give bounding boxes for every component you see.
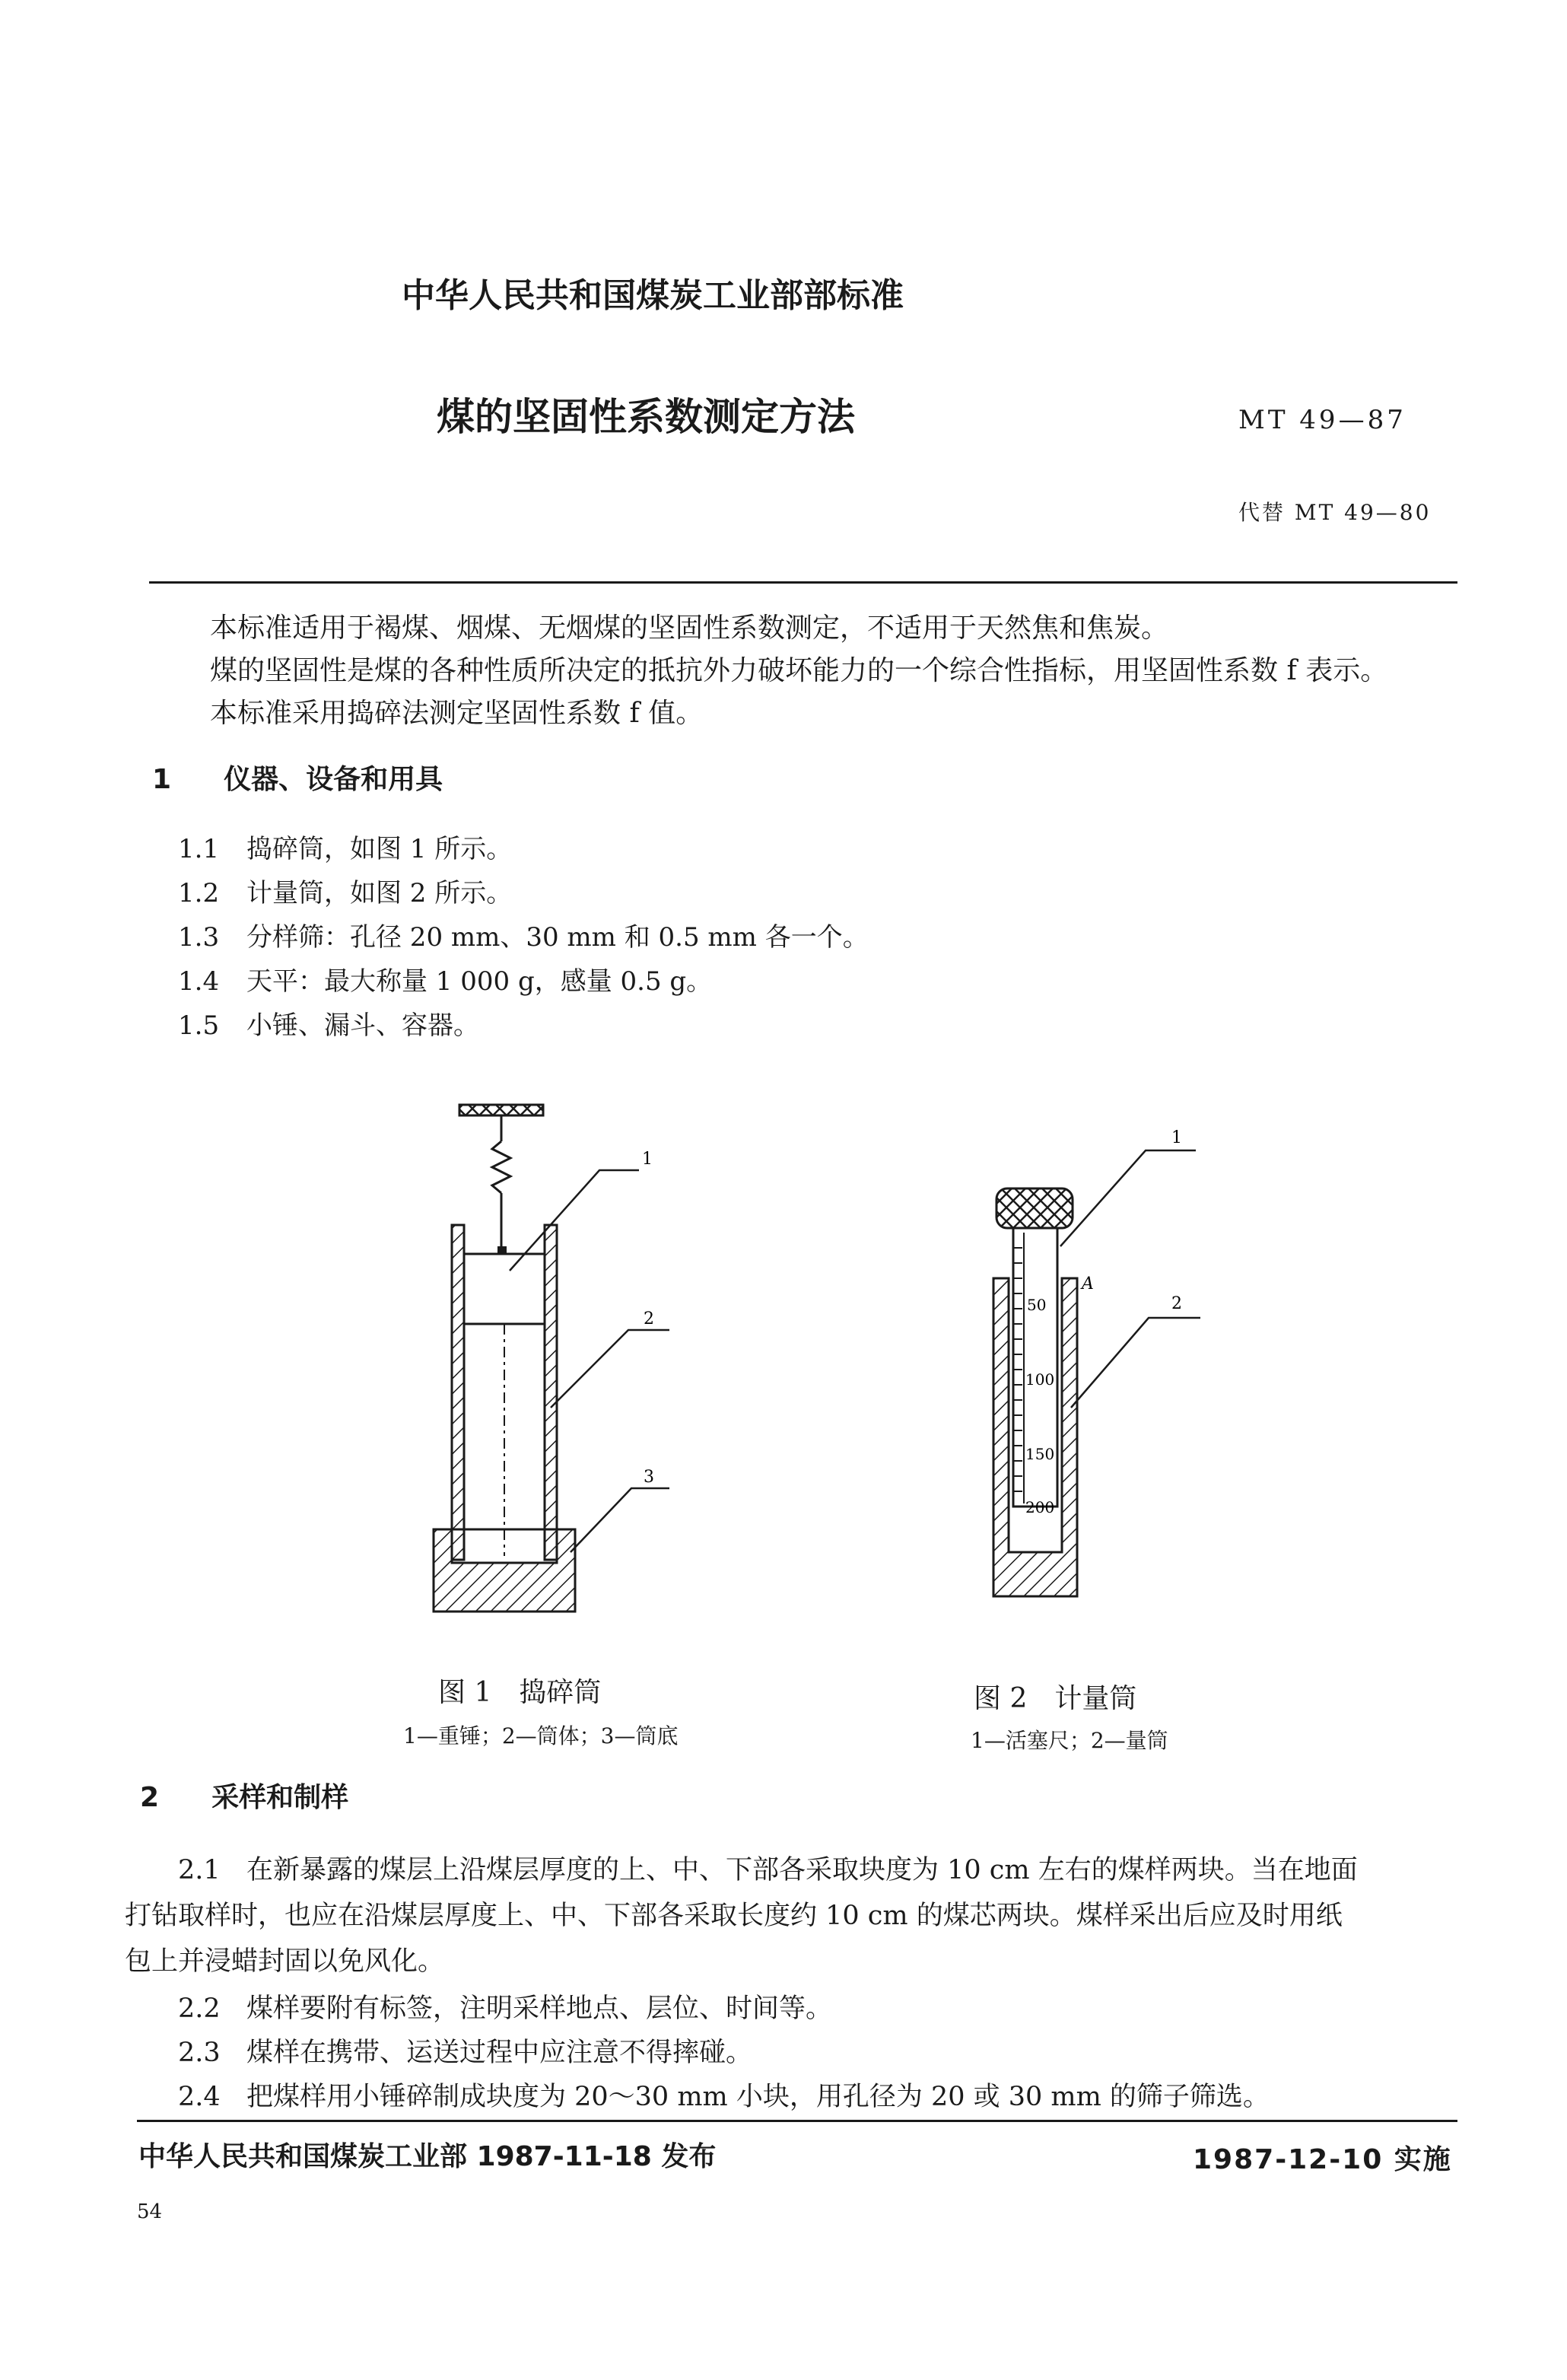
replaces-note: 代替 MT 49—80 (1238, 500, 1432, 525)
item-line: 打钻取样时，也应在沿煤层厚度上、中、下部各采取长度约 10 cm 的煤芯两块。煤样采出后应及时用纸 (125, 1901, 1343, 1931)
callout-1: 1 (1171, 1128, 1182, 1147)
list-item (178, 960, 712, 998)
intro-paragraph-1: 本标准适用于褐煤、烟煤、无烟煤的坚固性系数测定，不适用于天然焦和焦炭。 (210, 612, 1169, 644)
handle (459, 1105, 543, 1115)
spring (492, 1141, 510, 1193)
item-line: 包上并浸蜡封固以免风化。 (125, 1946, 445, 1977)
figure-2-diagram (958, 1118, 1232, 1605)
item-number: 1.4 (178, 966, 220, 997)
section-1-heading (152, 758, 443, 797)
piston-rod (1013, 1228, 1057, 1507)
item-line: 在新暴露的煤层上沿煤层厚度的上、中、下部各采取块度为 10 cm 左右的煤样两块。当在地面 (246, 1855, 1358, 1885)
item-text: 把煤样用小锤碎制成块度为 20～30 mm 小块，用孔径为 20 或 30 mm 的筛子筛选。 (246, 2082, 1270, 2112)
section-2-title: 采样和制样 (211, 1782, 349, 1813)
callout-2: 2 (1171, 1294, 1182, 1313)
list-item (178, 1004, 479, 1042)
section-2-heading (140, 1776, 348, 1815)
scale-label: 100 (1025, 1370, 1055, 1389)
standard-code: MT 49—87 (1238, 405, 1406, 435)
item-number: 1.3 (178, 922, 220, 953)
item-number: 1.5 (178, 1010, 220, 1041)
item-text: 分样筛：孔径 20 mm、30 mm 和 0.5 mm 各一个。 (246, 922, 869, 953)
intro-paragraph-3: 本标准采用捣碎法测定坚固性系数 f 值。 (210, 698, 704, 729)
list-item (178, 2032, 752, 2070)
paragraph-2-1 (125, 1847, 1464, 1984)
effective-date: 1987-12-10 实施 (1193, 2144, 1452, 2175)
figure-1-caption: 图 1 捣碎筒 (438, 1677, 602, 1708)
callout-3: 3 (644, 1468, 654, 1487)
footer-rule (137, 2120, 1457, 2122)
section-1-number: 1 (152, 764, 172, 795)
header-rule (149, 581, 1457, 584)
doc-title: 煤的坚固性系数测定方法 (437, 395, 855, 439)
scale-label: 50 (1027, 1296, 1047, 1314)
point-a-label: A (1082, 1274, 1094, 1293)
item-text: 小锤、漏斗、容器。 (246, 1010, 479, 1041)
item-number: 2.4 (178, 2082, 221, 2112)
section-2-number: 2 (140, 1782, 160, 1813)
item-number: 1.1 (178, 834, 220, 864)
callout-1: 1 (642, 1150, 653, 1169)
item-text: 煤样在携带、运送过程中应注意不得摔碰。 (246, 2038, 753, 2068)
item-text: 计量筒，如图 2 所示。 (246, 878, 513, 908)
intro-paragraph-2: 煤的坚固性是煤的各种性质所决定的抵抗外力破坏能力的一个综合性指标，用坚固性系数 f 表示。 (210, 655, 1388, 686)
figure-2-legend: 1—活塞尺；2—量筒 (971, 1728, 1168, 1753)
item-number: 2.3 (178, 2038, 221, 2068)
list-item (178, 1987, 832, 2025)
piston-knob (996, 1188, 1073, 1228)
list-item (178, 872, 512, 909)
item-text: 煤样要附有标签，注明采样地点、层位、时间等。 (246, 1993, 833, 2024)
item-number: 2.1 (178, 1855, 221, 1885)
figure-2-caption: 图 2 计量筒 (974, 1683, 1137, 1714)
section-1-title: 仪器、设备和用具 (224, 764, 443, 795)
item-number: 1.2 (178, 878, 220, 908)
callout-2: 2 (644, 1309, 654, 1328)
item-text: 捣碎筒，如图 1 所示。 (246, 834, 513, 864)
tube-left-wall (452, 1225, 464, 1560)
figure-1-diagram (411, 1088, 700, 1628)
weight (464, 1254, 545, 1324)
issued-note: 中华人民共和国煤炭工业部 1987-11-18 发布 (138, 2141, 717, 2172)
item-number: 2.2 (178, 1993, 221, 2024)
figure-1-legend: 1—重锤；2—筒体；3—筒底 (403, 1723, 679, 1748)
tube-right-wall (545, 1225, 557, 1560)
org-title: 中华人民共和国煤炭工业部部标准 (402, 276, 904, 315)
page-number: 54 (137, 2200, 163, 2223)
list-item (178, 2076, 1270, 2114)
list-item (178, 916, 869, 953)
scale-label: 150 (1025, 1445, 1055, 1463)
item-text: 天平：最大称量 1 000 g，感量 0.5 g。 (246, 966, 713, 997)
scale-label: 200 (1025, 1498, 1055, 1516)
list-item (178, 828, 512, 865)
